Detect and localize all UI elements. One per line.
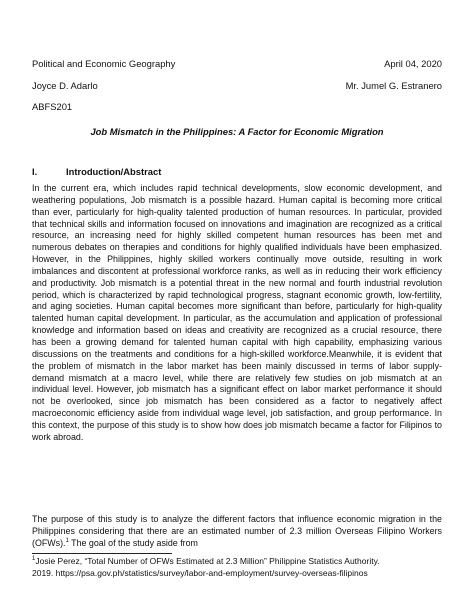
body-paragraph-1: In the current era, which includes rapid technical developments, slow economic development, and weathering populations, Job mismatch is a possible hazard. Human capital is becoming more critical than ever, particularly for high-quality talented production of human resources. In particular, provided that technical skills and information focused on innovations and imagination are recognized as a critical resource, an increasing need for highly skilled competent human resources has been met and numerous debates on therapies and conditions for highly qualified individuals have been emphasized. However, in the Philippines, highly skilled workers continually move outside, resulting in work imbalances and discontent at professional workforce ranks, as well as in reducing their work efficiency and productivity. Job mismatch is a potential threat in the new normal and fourth industrial revolution period, which is characterized by rapid technological progress, stagnant economic growth, low-fertility, and aging societies. Human capital becomes more significant than before, particularly for high-quality talented human capital development. In particular, as the accumulation and application of professional knowledge and information based on ideas and creativity are recognized as a crucial resource, there has been a growing demand for talented human capital with high capability, emphasizing various discussions on the treatments and conditions for a high-skilled workforce.Meanwhile, it is evident that the problem of mismatch in the labor market has been mainly discussed in terms of labor supply-demand mismatch at a macro level, while there are relatively few studies on job mismatch at an individual level. However, job mismatch has a significant effect on labor market performance it should not be overlooked, since job mismatch has been considered as a factor to negatively affect macroeconomic efficiency aside from individual wage level, job satisfaction, and group performance. In this context, the purpose of this study is to show how does job mismatch became a factor for Filipinos to work abroad.: [32, 183, 442, 442]
paragraph-2-text: The purpose of this study is to analyze the different factors that influence economic migration in the Philippines considering that there are an estimated number of 2.3 million Overseas Filipino Workers (OFWs).: [32, 514, 442, 548]
document-date: April 04, 2020: [384, 58, 442, 69]
header-row-1: [32, 58, 442, 70]
footnote-divider: [32, 553, 172, 554]
header-row-2: [32, 80, 442, 92]
section-title: Introduction/Abstract: [66, 166, 162, 177]
instructor-name: Mr. Jumel G. Estranero: [345, 80, 442, 91]
section-code: ABFS201: [32, 101, 73, 112]
footnote-line-2[interactable]: 2019. https://psa.gov.ph/statistics/survey/labor-and-employment/survey-overseas-filipinos: [32, 568, 368, 578]
section-number: I.: [32, 166, 38, 177]
body-paragraph-2: [32, 514, 442, 550]
footnote-mark: 1: [32, 556, 36, 563]
footnote: [32, 555, 442, 579]
student-name: Joyce D. Adarlo: [32, 80, 98, 91]
course-name: Political and Economic Geography: [32, 58, 176, 69]
section-heading: [32, 166, 161, 178]
footnote-citation: Josie Perez, “Total Number of OFWs Estimated at 2.3 Million” Philippine Statistics Authority.: [35, 556, 380, 566]
footnote-line-1: [32, 555, 442, 567]
header-row-3: [32, 101, 442, 113]
footnote-reference[interactable]: 1: [65, 537, 69, 544]
paragraph-2-continuation: The goal of the study aside from: [68, 537, 198, 548]
paper-title: Job Mismatch in the Philippines: A Factor for Economic Migration: [90, 126, 384, 137]
